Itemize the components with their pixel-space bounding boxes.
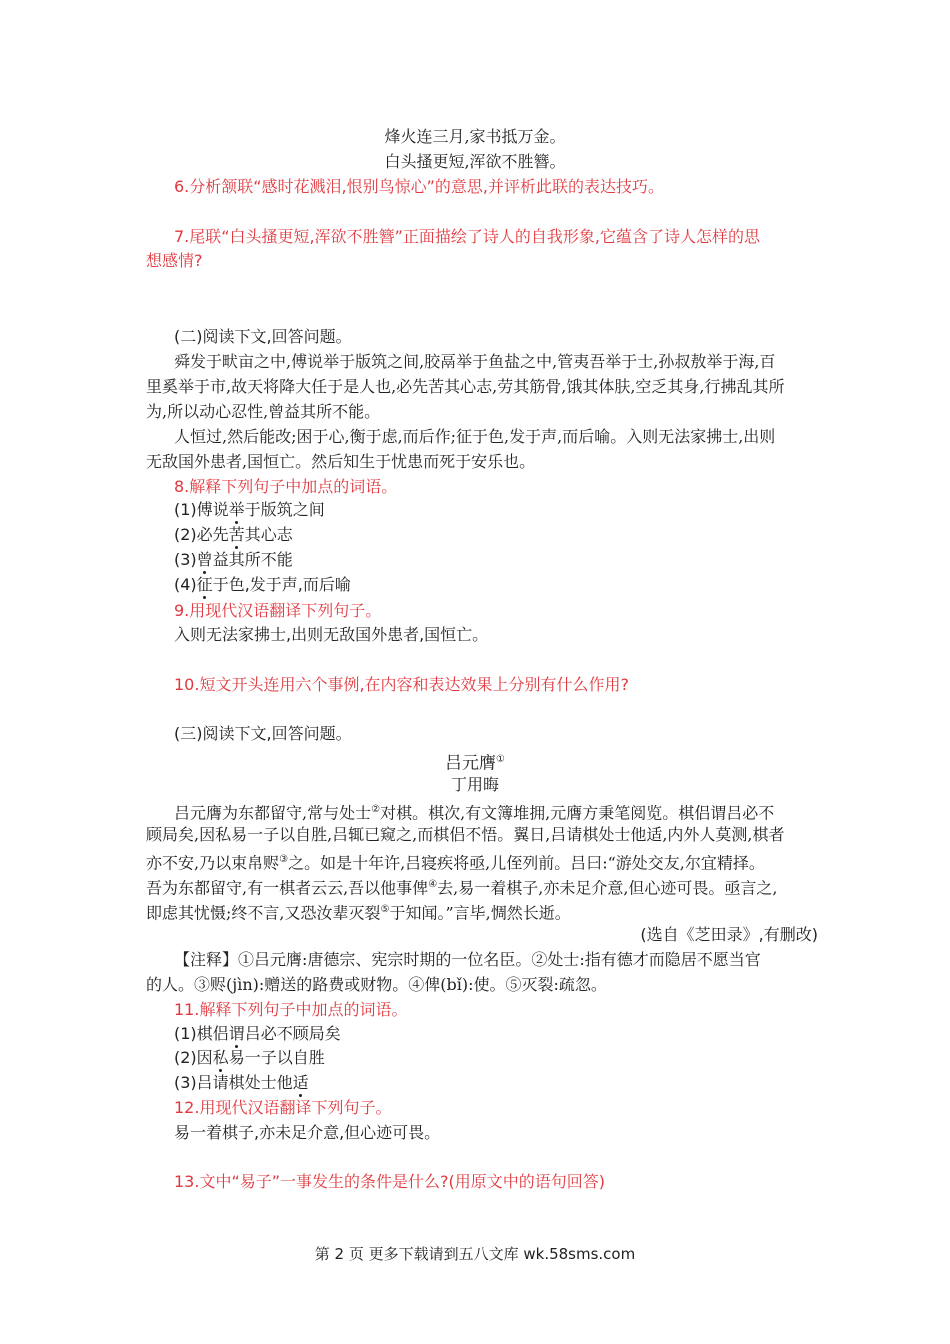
dotted-word: 征	[196, 575, 213, 594]
question-9: 9.用现代汉语翻译下列句子。	[174, 601, 382, 620]
question-8-item-2: (2)必先苦其心志	[174, 525, 293, 544]
passage-2-p1-line-3: 为,所以动心忍性,曾益其所不能。	[146, 402, 381, 421]
dotted-word: 苦	[228, 525, 245, 544]
question-6: 6.分析颔联“感时花溅泪,恨别鸟惊心”的意思,并评析此联的表达技巧。	[174, 177, 665, 196]
passage-3-line-2: 顾局矣,因私易一子以自胜,吕辄已窥之,而棋侣不悟。翼日,吕请棋处士他适,内外人莫测,棋者	[146, 825, 785, 844]
question-8-item-1: (1)傅说举于版筑之间	[174, 500, 325, 519]
dotted-word: 适	[292, 1073, 309, 1092]
question-11-item-3: (3)吕请棋处士他适	[174, 1073, 309, 1092]
poem-line-1: 烽火连三月,家书抵万金。	[384, 127, 566, 146]
question-8: 8.解释下列句子中加点的词语。	[174, 477, 398, 496]
section-3-heading: (三)阅读下文,回答问题。	[174, 724, 352, 743]
passage-title: 吕元膺①	[445, 753, 505, 774]
question-7-line-1: 7.尾联“白头搔更短,浑欲不胜簪”正面描绘了诗人的自我形象,它蕴含了诗人怎样的思	[174, 227, 761, 246]
notes-line-2: 的人。③赆(jìn):赠送的路费或财物。④俾(bǐ):使。⑤灭裂:疏忽。	[146, 975, 607, 994]
passage-2-p2-line-1: 人恒过,然后能改;困于心,衡于虑,而后作;征于色,发于声,而后喻。入则无法家拂士,出则	[174, 427, 776, 446]
question-10: 10.短文开头连用六个事例,在内容和表达效果上分别有什么作用?	[174, 675, 630, 694]
question-13: 13.文中“易子”一事发生的条件是什么?(用原文中的语句回答)	[174, 1172, 606, 1191]
passage-3-line-1: 吕元膺为东都留守,常与处士②对棋。棋次,有文簿堆拥,元膺方秉笔阅览。棋侣谓吕必不	[174, 803, 775, 823]
question-11-item-1: (1)棋侣谓吕必不顾局矣	[174, 1024, 341, 1043]
notes-line-1: 【注释】①吕元膺:唐德宗、宪宗时期的一位名臣。②处士:指有德才而隐居不愿当官	[174, 950, 761, 969]
question-11: 11.解释下列句子中加点的词语。	[174, 1000, 408, 1019]
section-2-heading: (二)阅读下文,回答问题。	[174, 327, 352, 346]
question-12: 12.用现代汉语翻译下列句子。	[174, 1098, 392, 1117]
question-9-sentence: 入则无法家拂士,出则无敌国外患者,国恒亡。	[174, 625, 489, 644]
question-8-item-4: (4)征于色,发于声,而后喻	[174, 575, 351, 594]
passage-author: 丁用晦	[450, 775, 499, 794]
dotted-word: 谓	[228, 1024, 245, 1043]
poem-line-2: 白头搔更短,浑欲不胜簪。	[384, 152, 566, 171]
passage-2-p1-line-2: 里奚举于市,故天将降大任于是人也,必先苦其心志,劳其筋骨,饿其体肤,空乏其身,行拂乱其所	[146, 377, 785, 396]
question-7-line-2: 想感情?	[146, 251, 203, 270]
passage-2-p1-line-1: 舜发于畎亩之中,傅说举于版筑之间,胶鬲举于鱼盐之中,管夷吾举于士,孙叔敖举于海,百	[174, 352, 776, 371]
dotted-word: 举	[228, 500, 245, 519]
passage-3-line-3: 亦不安,乃以束帛赆③之。如是十年许,吕寝疾将亟,儿侄列前。吕曰:“游处交友,尔宜精择。	[146, 853, 765, 873]
passage-3-line-4: 吾为东都留守,有一棋者云云,吾以他事俾④去,易一着棋子,亦未足介意,但心迹可畏。亟言之,	[146, 878, 778, 898]
dotted-word: 私	[212, 1048, 229, 1067]
question-12-sentence: 易一着棋子,亦未足介意,但心迹可畏。	[174, 1123, 441, 1142]
question-8-item-3: (3)曾益其所不能	[174, 550, 293, 569]
page-footer: 第 2 页 更多下载请到五八文库 wk.58sms.com	[314, 1245, 636, 1263]
passage-3-line-5: 即虑其忧慑;终不言,又恐汝辈灭裂⑤于知闻。”言毕,惆然长逝。	[146, 903, 571, 923]
passage-2-p2-line-2: 无敌国外患者,国恒亡。然后知生于忧患而死于安乐也。	[146, 452, 536, 471]
passage-source: (选自《芝田录》,有删改)	[640, 925, 818, 944]
dotted-word: 曾	[196, 550, 213, 569]
question-11-item-2: (2)因私易一子以自胜	[174, 1048, 325, 1067]
